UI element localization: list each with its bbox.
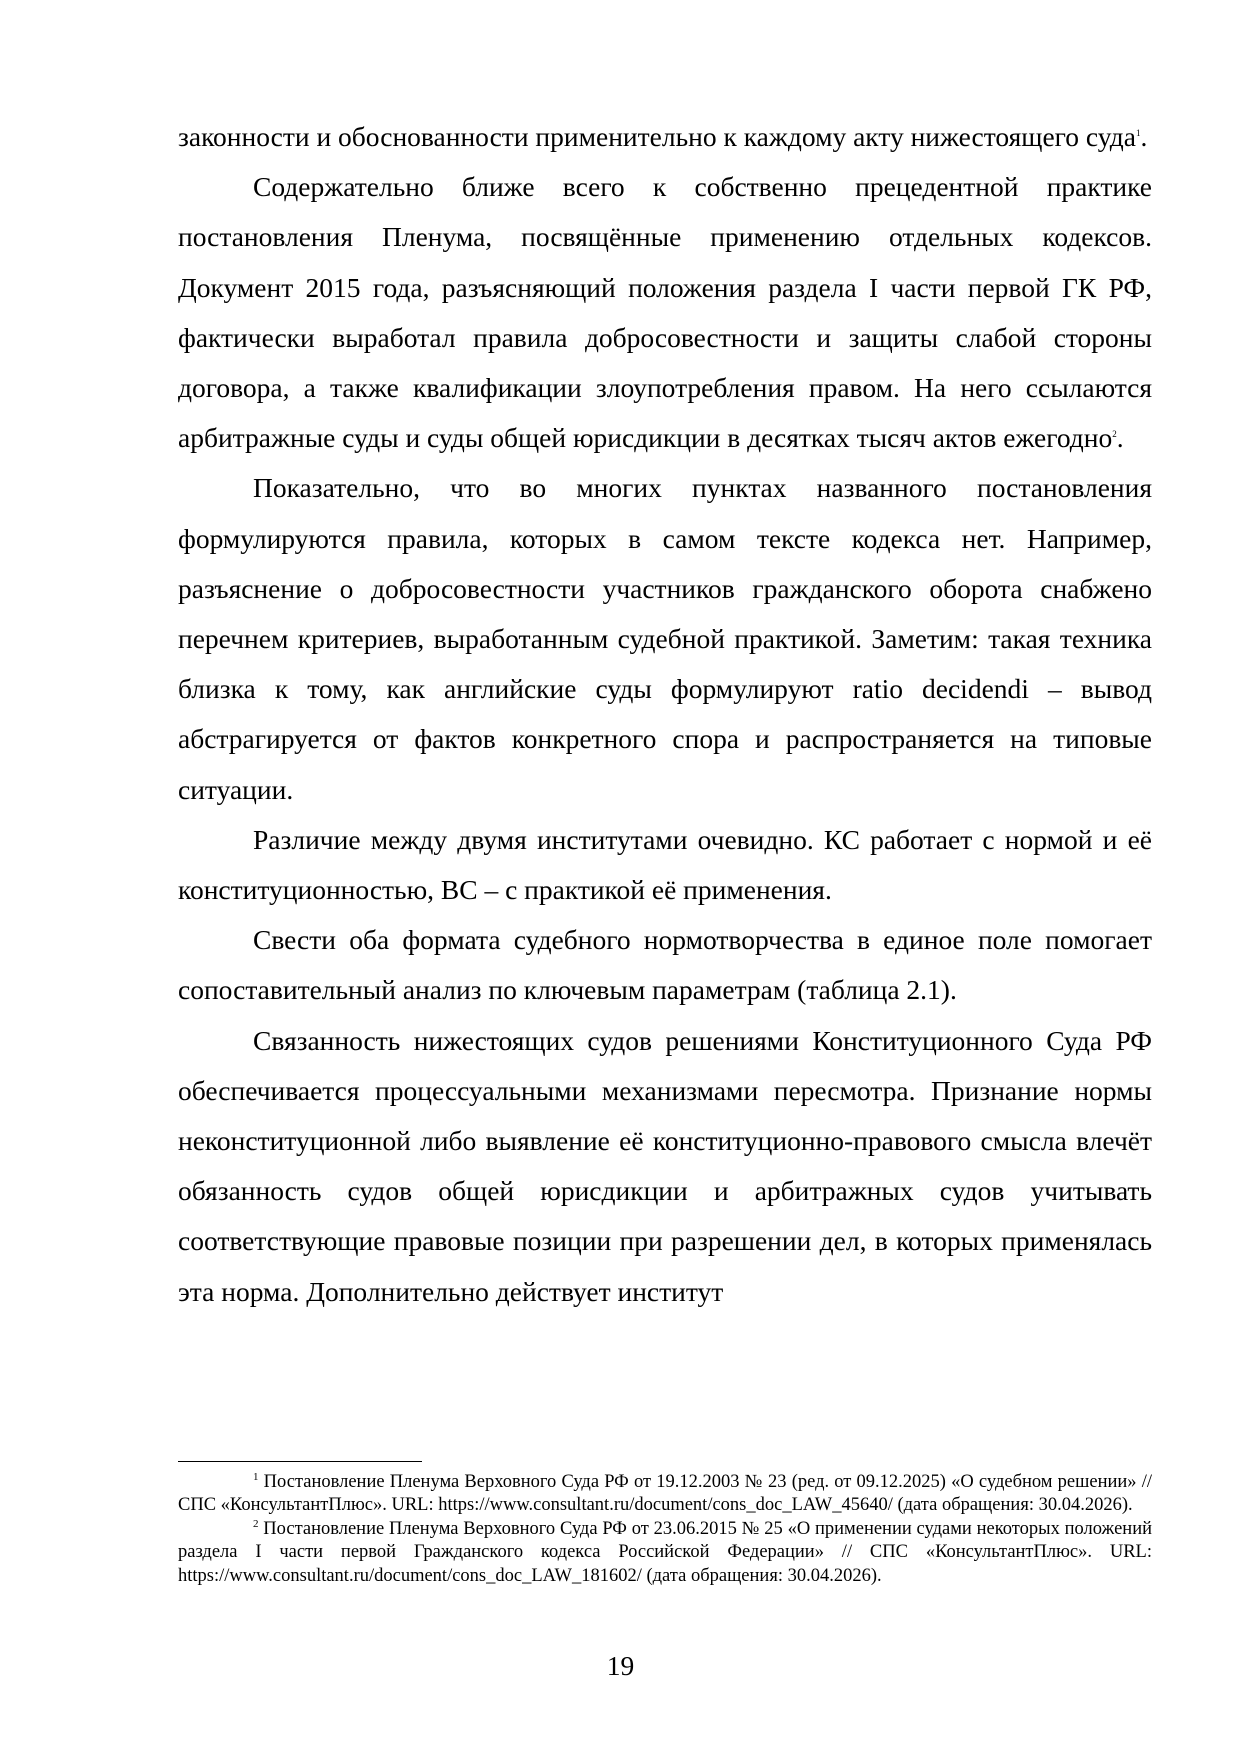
page-number: 19 [606,1650,635,1681]
paragraph: Показательно, что во многих пунктах названного постановления формулируются правила, которых в самом тексте кодекса нет. Например, разъяснение о добросовестности участников гражданского оборота снабжено перечнем критериев, выработанным судебной практикой. Заметим: такая техника близка к тому, как английские суды формулируют ratio decidendi – вывод абстрагируется от фактов конкретного спора и распространяется на типовые ситуации. [178,472,1152,805]
footnote-number: 1 [253,1470,259,1483]
footnote-reference[interactable]: 1 [1135,127,1141,138]
paragraph-tail: . [1140,121,1148,152]
footnotes-section [178,1471,1152,1588]
page-body [178,112,1152,1317]
footnote [178,1471,1152,1518]
paragraph [178,162,1152,463]
footnote-reference[interactable]: 2 [1112,429,1117,440]
paragraph: Свести оба формата судебного нормотворчества в единое поле помогает сопоставительный анализ по ключевым параметрам (таблица 2.1). [178,924,1152,1006]
paragraph-tail: . [1116,422,1124,454]
paragraph: Различие между двумя институтами очевидно. КС работает с нормой и её конституционностью, ВС – с практикой её применения. [178,823,1152,906]
footnote [178,1518,1152,1588]
paragraph: Связанность нижестоящих судов решениями Конституционного Суда РФ обеспечивается процессуальными механизмами пересмотра. Признание нормы неконституционной либо выявление её конституционно-правового смысла влечёт обязанность судов общей юрисдикции и арбитражных судов учитывать соответствующие правовые позиции при разрешении дел, в которых применялась эта норма. Дополнительно действует институт [178,1024,1152,1307]
footnote-separator [178,1461,422,1462]
paragraph-text: Содержательно ближе всего к собственно прецедентной практике постановления Пленума, посвящённые применению отдельных кодексов. Документ 2015 года, разъясняющий положения раздела I части первой ГК РФ, фактически выработал правила добросовестности и защиты слабой стороны договора, а также квалификации злоупотребления правом. На него ссылаются арбитражные суды и суды общей юрисдикции в десятках тысяч актов ежегодно [178,171,1152,454]
footnote-number: 2 [253,1517,259,1530]
paragraph-continuation [178,112,1152,162]
footnote-text: Постановление Пленума Верховного Суда РФ от 23.06.2015 № 25 «О применении судами некоторых положений раздела I части первой Гражданского кодекса Российской Федерации» // СПС «КонсультантПлюс». URL: https://www.consultant.ru/document/cons_doc_LAW_181602/ (дата обращения: 30.04.2026). [178,1518,1152,1586]
paragraph-text: законности и обоснованности применительно к каждому акту нижестоящего суда [178,121,1136,152]
footnote-text: Постановление Пленума Верховного Суда РФ от 19.12.2003 № 23 (ред. от 09.12.2025) «О судебном решении» // СПС «КонсультантПлюс». URL: https://www.consultant.ru/document/cons_doc_LAW_45640/ (дата обращения: 30.04.2026). [178,1472,1152,1516]
